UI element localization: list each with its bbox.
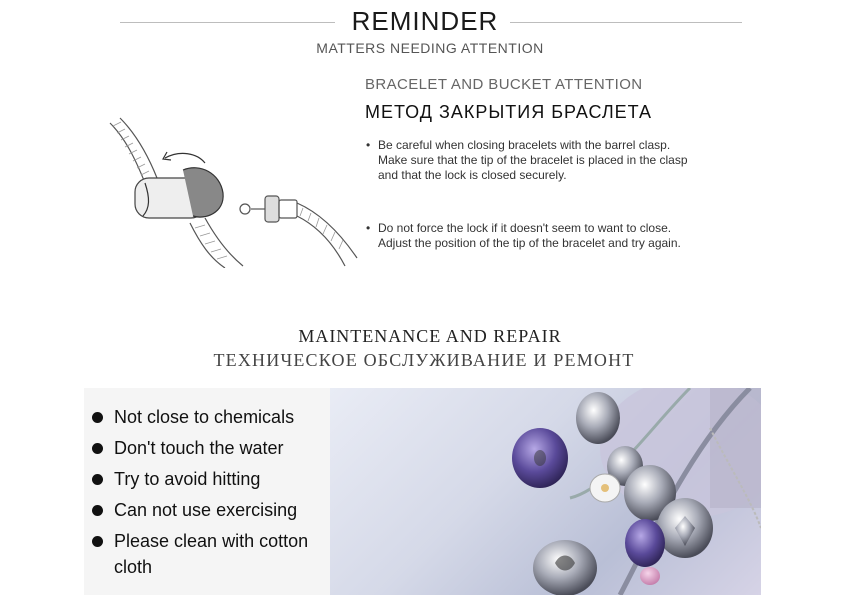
list-item: Try to avoid hitting [92,466,339,492]
note2-line1: Do not force the lock if it doesn't seem to want to close. [378,221,672,235]
list-item: Can not use exercising [92,497,339,523]
charms-product-photo [330,388,761,595]
bracelet-clasp-illustration [105,108,360,268]
bullet-icon: • [366,138,371,152]
page-title: REMINDER [351,6,499,36]
care-instructions-list [92,404,339,585]
maintenance-ru-title: ТЕХНИЧЕСКОЕ ОБСЛУЖИВАНИЕ И РЕМОНТ [213,350,635,370]
bracelet-closing-ru-title: МЕТОД ЗАКРЫТИЯ БРАСЛЕТА [365,102,653,122]
bullet-icon [92,536,103,547]
note1-line2: Make sure that the tip of the bracelet is placed in the clasp [378,153,688,167]
bracelet-attention-title: BRACELET AND BUCKET ATTENTION [365,76,643,93]
clasp-note-2 [366,221,681,251]
bullet-icon [92,474,103,485]
list-item: Please clean with cotton cloth [92,528,339,580]
note1-line1: Be careful when closing bracelets with the barrel clasp. [378,138,671,152]
clasp-note-1 [366,138,688,183]
bullet-icon [92,505,103,516]
list-item: Not close to chemicals [92,404,339,430]
bullet-icon: • [366,221,371,235]
bullet-icon [92,443,103,454]
bullet-icon [92,412,103,423]
maintenance-title: MAINTENANCE AND REPAIR [298,326,562,346]
list-item: Don't touch the water [92,435,339,461]
note2-line2: Adjust the position of the tip of the bracelet and try again. [378,236,681,250]
page-subtitle: MATTERS NEEDING ATTENTION [316,40,544,56]
note1-line3: and that the lock is closed securely. [378,168,567,182]
